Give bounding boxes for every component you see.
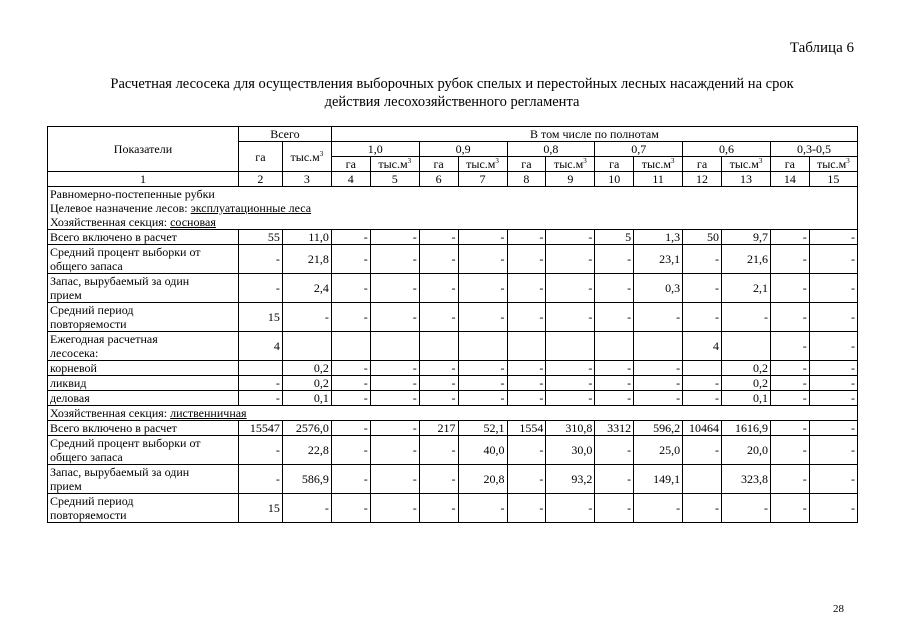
table-cell: - — [595, 274, 634, 303]
header-density: 0,7 — [595, 142, 683, 157]
table-cell: - — [770, 465, 809, 494]
table-cell: - — [546, 245, 595, 274]
table-cell: 0,2 — [721, 376, 770, 391]
section-header — [48, 187, 858, 230]
unit-superscript: 3 — [846, 157, 850, 165]
table-cell: - — [809, 391, 857, 406]
table-cell: - — [770, 361, 809, 376]
column-number: 15 — [809, 172, 857, 187]
row-label-line: повторяемости — [50, 508, 127, 522]
table-cell: - — [238, 436, 282, 465]
row-label-line: Средний период — [50, 494, 134, 508]
row-label — [48, 391, 239, 406]
row-label-line: прием — [50, 288, 82, 302]
table-cell: 0,1 — [282, 391, 331, 406]
table-cell: - — [419, 361, 458, 376]
table-cell: - — [634, 376, 683, 391]
table-cell — [370, 332, 419, 361]
table-cell: - — [683, 391, 722, 406]
table-row — [48, 376, 858, 391]
row-label-line: Ежегодная расчетная — [50, 332, 158, 346]
table-cell — [595, 332, 634, 361]
table-row — [48, 245, 858, 274]
table-cell: - — [683, 494, 722, 523]
table-cell: - — [419, 465, 458, 494]
header-total: Всего — [238, 127, 331, 142]
row-label-line: деловая — [50, 391, 90, 405]
table-cell: - — [238, 376, 282, 391]
table-cell: 1616,9 — [721, 421, 770, 436]
row-label — [48, 230, 239, 245]
table-cell: - — [770, 303, 809, 332]
table-cell: 149,1 — [634, 465, 683, 494]
table-cell: - — [546, 376, 595, 391]
row-label-line: Запас, вырубаемый за один — [50, 274, 190, 288]
table-cell: - — [331, 361, 370, 376]
table-cell: 11,0 — [282, 230, 331, 245]
unit-text: тыс.м — [466, 157, 496, 171]
forest-purpose-label: Целевое назначение лесов: — [50, 201, 191, 215]
table-cell — [507, 332, 546, 361]
header-unit-volume — [809, 157, 857, 172]
row-label — [48, 465, 239, 494]
table-cell: - — [595, 361, 634, 376]
column-number: 12 — [683, 172, 722, 187]
unit-superscript: 3 — [407, 157, 412, 165]
header-unit-ga: га — [331, 157, 370, 172]
table-cell: - — [634, 391, 683, 406]
table-cell: - — [238, 465, 282, 494]
table-cell: - — [419, 230, 458, 245]
table-cell: 586,9 — [282, 465, 331, 494]
table-cell: - — [419, 391, 458, 406]
table-cell: - — [370, 376, 419, 391]
table-cell: - — [634, 303, 683, 332]
header-unit-ga: га — [419, 157, 458, 172]
table-cell: 2576,0 — [282, 421, 331, 436]
table-cell: - — [331, 376, 370, 391]
row-label-line: прием — [50, 479, 82, 493]
column-number: 7 — [458, 172, 507, 187]
table-cell: 20,8 — [458, 465, 507, 494]
column-number: 9 — [546, 172, 595, 187]
table-cell: - — [770, 436, 809, 465]
header-density: 0,9 — [419, 142, 507, 157]
table-cell: - — [370, 494, 419, 523]
unit-text: тыс.м — [817, 157, 847, 171]
header-total-ga: га — [238, 142, 282, 172]
table-cell: - — [419, 376, 458, 391]
table-cell: 0,3 — [634, 274, 683, 303]
row-label — [48, 494, 239, 523]
table-cell — [683, 361, 722, 376]
table-cell: - — [370, 391, 419, 406]
unit-text: тыс.м — [729, 157, 759, 171]
table-cell: - — [595, 465, 634, 494]
table-cell: - — [809, 465, 857, 494]
table-cell — [419, 332, 458, 361]
row-label — [48, 436, 239, 465]
table-cell: - — [809, 230, 857, 245]
column-number: 10 — [595, 172, 634, 187]
table-cell: - — [507, 230, 546, 245]
header-total-volume — [282, 142, 331, 172]
table-cell: - — [458, 230, 507, 245]
economic-section-value: сосновая — [170, 215, 216, 229]
table-cell: - — [238, 245, 282, 274]
table-cell: - — [770, 274, 809, 303]
table-cell: - — [809, 303, 857, 332]
row-label-line: Всего включено в расчет — [50, 230, 177, 244]
header-density: 0,6 — [683, 142, 771, 157]
unit-text: тыс.м — [378, 157, 408, 171]
table-cell: 1554 — [507, 421, 546, 436]
header-unit-ga: га — [683, 157, 722, 172]
row-label-line: Запас, вырубаемый за один — [50, 465, 190, 479]
table-cell: 0,2 — [282, 361, 331, 376]
table-cell: 3312 — [595, 421, 634, 436]
table-cell: - — [282, 303, 331, 332]
header-unit-volume — [721, 157, 770, 172]
column-number: 6 — [419, 172, 458, 187]
table-cell: 93,2 — [546, 465, 595, 494]
table-cell: - — [507, 245, 546, 274]
table-cell: - — [331, 230, 370, 245]
table-cell — [282, 332, 331, 361]
row-label — [48, 274, 239, 303]
table-cell: - — [419, 494, 458, 523]
table-label: Таблица 6 — [789, 40, 854, 56]
table-cell: - — [770, 245, 809, 274]
row-label-line: общего запаса — [50, 450, 123, 464]
section-header-row — [48, 187, 858, 230]
column-number: 11 — [634, 172, 683, 187]
table-cell: - — [683, 245, 722, 274]
table-cell: 22,8 — [282, 436, 331, 465]
table-cell: - — [507, 436, 546, 465]
table-cell: - — [770, 421, 809, 436]
row-label — [48, 245, 239, 274]
table-cell: - — [546, 303, 595, 332]
table-cell: - — [458, 303, 507, 332]
economic-section-label: Хозяйственная секция: — [50, 406, 171, 420]
economic-section-label: Хозяйственная секция: — [50, 215, 171, 229]
section-header — [48, 406, 858, 421]
row-label-line: ликвид — [50, 376, 87, 390]
table-cell: - — [331, 436, 370, 465]
table-cell: - — [546, 494, 595, 523]
table-cell: 310,8 — [546, 421, 595, 436]
unit-text: тыс.м — [553, 157, 584, 171]
row-label — [48, 421, 239, 436]
economic-section — [50, 215, 855, 229]
table-cell: - — [458, 494, 507, 523]
table-row — [48, 230, 858, 245]
cutting-type: Равномерно-постепенные рубки — [50, 187, 215, 201]
table-row — [48, 465, 858, 494]
table-cell: 21,8 — [282, 245, 331, 274]
column-number: 13 — [721, 172, 770, 187]
table-cell: - — [331, 245, 370, 274]
table-cell: - — [238, 274, 282, 303]
title-line-2: действия лесохозяйственного регламента — [324, 94, 580, 110]
table-cell: 21,6 — [721, 245, 770, 274]
unit-superscript: 3 — [671, 157, 675, 165]
table-cell: 52,1 — [458, 421, 507, 436]
forest-purpose — [50, 201, 855, 215]
header-unit-ga: га — [507, 157, 546, 172]
table-cell: - — [331, 421, 370, 436]
table-cell: 20,0 — [721, 436, 770, 465]
table-cell: 596,2 — [634, 421, 683, 436]
table-cell: - — [507, 303, 546, 332]
column-number: 3 — [282, 172, 331, 187]
table-cell: - — [770, 391, 809, 406]
unit-text: тыс.м — [641, 157, 671, 171]
header-unit-volume — [546, 157, 595, 172]
column-number: 2 — [238, 172, 282, 187]
table-cell: - — [683, 436, 722, 465]
table-cell: - — [507, 274, 546, 303]
table-cell: - — [331, 274, 370, 303]
table-cell: - — [809, 436, 857, 465]
row-label — [48, 332, 239, 361]
unit-superscript: 3 — [583, 157, 587, 165]
table-cell: - — [683, 303, 722, 332]
header-unit-volume — [634, 157, 683, 172]
row-label-line: лесосека: — [50, 346, 99, 360]
table-cell: - — [770, 494, 809, 523]
row-label-line: корневой — [50, 361, 97, 375]
table-cell: - — [634, 361, 683, 376]
table-cell: - — [331, 465, 370, 494]
table-cell: 0,1 — [721, 391, 770, 406]
table-cell: - — [507, 376, 546, 391]
table-cell: 30,0 — [546, 436, 595, 465]
document-title — [60, 75, 844, 111]
table-cell: - — [419, 274, 458, 303]
section-header-row — [48, 406, 858, 421]
table-cell: 217 — [419, 421, 458, 436]
table-cell: - — [546, 230, 595, 245]
table-cell: - — [595, 303, 634, 332]
unit-text: тыс.м — [290, 149, 320, 164]
table-cell: 40,0 — [458, 436, 507, 465]
table-cell: 9,7 — [721, 230, 770, 245]
table-cell: 4 — [683, 332, 722, 361]
row-label — [48, 361, 239, 376]
table-cell — [546, 332, 595, 361]
table-cell: - — [507, 391, 546, 406]
table-cell: - — [458, 245, 507, 274]
column-number: 8 — [507, 172, 546, 187]
page-number: 28 — [833, 603, 844, 615]
table-cell: 23,1 — [634, 245, 683, 274]
table-cell: - — [370, 361, 419, 376]
row-label-line: Средний процент выборки от — [50, 436, 201, 450]
row-label-line: повторяемости — [50, 317, 127, 331]
table-cell: 2,1 — [721, 274, 770, 303]
table-cell — [683, 465, 722, 494]
header-unit-ga: га — [770, 157, 809, 172]
table-cell: - — [507, 494, 546, 523]
table-cell: - — [458, 391, 507, 406]
table-cell: - — [809, 361, 857, 376]
table-cell: 50 — [683, 230, 722, 245]
table-cell: - — [331, 494, 370, 523]
column-number: 14 — [770, 172, 809, 187]
column-number: 1 — [48, 172, 239, 187]
table-cell: 25,0 — [634, 436, 683, 465]
table-cell: - — [507, 361, 546, 376]
unit-superscript: 3 — [495, 157, 499, 165]
table-cell — [721, 332, 770, 361]
table-cell: - — [721, 494, 770, 523]
header-unit-volume — [370, 157, 419, 172]
table-cell: - — [595, 245, 634, 274]
title-line-1: Расчетная лесосека для осуществления выборочных рубок спелых и перестойных лесных насаждений на срок — [110, 76, 794, 92]
row-label — [48, 376, 239, 391]
table-cell — [238, 361, 282, 376]
unit-superscript: 3 — [319, 149, 324, 158]
table-cell: - — [458, 376, 507, 391]
table-cell: - — [331, 303, 370, 332]
table-row — [48, 391, 858, 406]
table-cell: - — [370, 465, 419, 494]
header-including: В том числе по полнотам — [331, 127, 857, 142]
table-cell: - — [370, 245, 419, 274]
table-cell: 1,3 — [634, 230, 683, 245]
table-cell — [331, 332, 370, 361]
economic-section-value: лиственничная — [170, 406, 247, 420]
table-cell: - — [770, 230, 809, 245]
table-row — [48, 436, 858, 465]
row-label — [48, 303, 239, 332]
table-cell: - — [809, 332, 857, 361]
table-cell: 323,8 — [721, 465, 770, 494]
table-cell: - — [683, 376, 722, 391]
table-row — [48, 421, 858, 436]
table-cell: 15 — [238, 303, 282, 332]
table-cell: - — [809, 245, 857, 274]
header-unit-volume — [458, 157, 507, 172]
table-row — [48, 494, 858, 523]
table-cell: - — [546, 361, 595, 376]
table-cell: - — [595, 436, 634, 465]
table-cell: - — [809, 274, 857, 303]
table-row — [48, 274, 858, 303]
table-cell: - — [770, 332, 809, 361]
table-cell: - — [458, 274, 507, 303]
table-cell: - — [809, 421, 857, 436]
column-number: 4 — [331, 172, 370, 187]
header-unit-ga: га — [595, 157, 634, 172]
table-row — [48, 332, 858, 361]
table-cell: 15 — [238, 494, 282, 523]
table-cell: - — [634, 494, 683, 523]
table-row — [48, 361, 858, 376]
table-cell — [458, 332, 507, 361]
table-cell: - — [331, 391, 370, 406]
header-indicators: Показатели — [48, 127, 239, 172]
table-cell: - — [419, 436, 458, 465]
table-cell: 2,4 — [282, 274, 331, 303]
cutting-area-table — [47, 126, 858, 523]
table-cell: - — [370, 436, 419, 465]
table-cell: - — [683, 274, 722, 303]
table-cell: 0,2 — [721, 361, 770, 376]
table-cell: 10464 — [683, 421, 722, 436]
table-cell: - — [595, 391, 634, 406]
table-cell: - — [809, 376, 857, 391]
table-cell: - — [458, 361, 507, 376]
table-cell: - — [419, 245, 458, 274]
table-cell: - — [370, 421, 419, 436]
forest-purpose-value: эксплуатационные леса — [190, 201, 312, 215]
table-cell: - — [419, 303, 458, 332]
table-cell: 55 — [238, 230, 282, 245]
table-cell: - — [238, 391, 282, 406]
table-cell: 15547 — [238, 421, 282, 436]
table-cell: - — [809, 494, 857, 523]
column-number: 5 — [370, 172, 419, 187]
table-cell: - — [370, 303, 419, 332]
table-row — [48, 303, 858, 332]
table-cell: - — [595, 376, 634, 391]
row-label-line: Средний процент выборки от — [50, 245, 201, 259]
table-cell — [634, 332, 683, 361]
table-cell: 0,2 — [282, 376, 331, 391]
table-cell: - — [546, 274, 595, 303]
table-cell: - — [595, 494, 634, 523]
table-cell: - — [370, 274, 419, 303]
unit-superscript: 3 — [758, 157, 763, 165]
row-label-line: Средний период — [50, 303, 134, 317]
row-label-line: общего запаса — [50, 259, 123, 273]
header-density: 0,3-0,5 — [770, 142, 857, 157]
table-cell: - — [546, 391, 595, 406]
table-cell: 5 — [595, 230, 634, 245]
table-cell: - — [507, 465, 546, 494]
table-cell: - — [282, 494, 331, 523]
row-label-line: Всего включено в расчет — [50, 421, 177, 435]
table-cell: - — [721, 303, 770, 332]
table-cell: - — [770, 376, 809, 391]
header-density: 1,0 — [331, 142, 419, 157]
header-density: 0,8 — [507, 142, 595, 157]
table-cell: - — [370, 230, 419, 245]
table-cell: 4 — [238, 332, 282, 361]
